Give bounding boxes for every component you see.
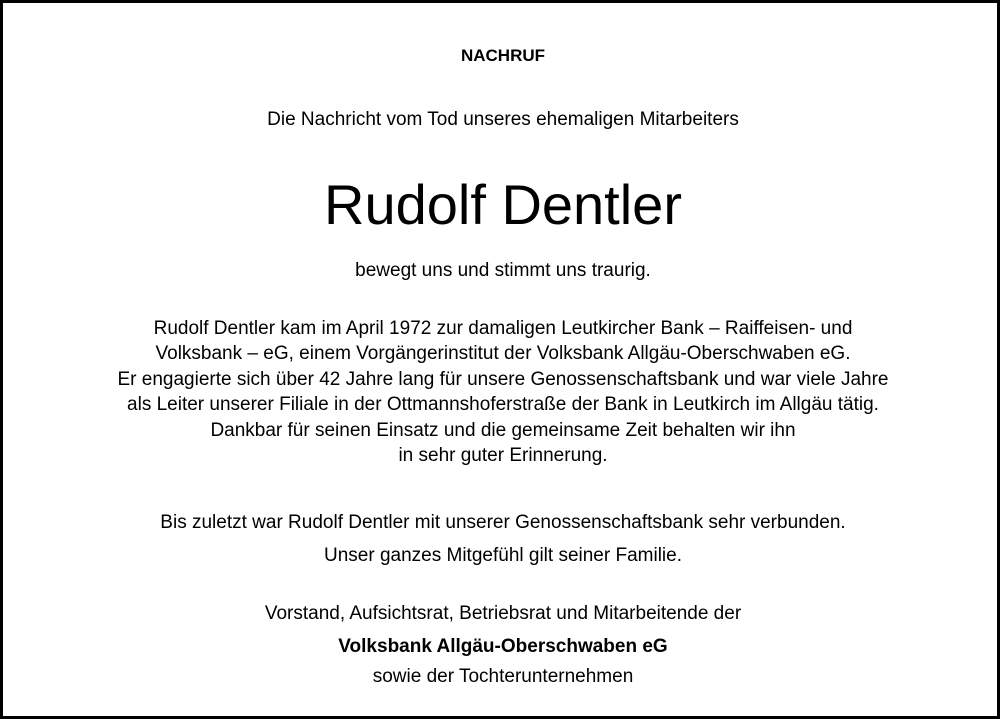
body-line: Volksbank – eG, einem Vorgängerinstitut der Volksbank Allgäu-Oberschwaben eG. (155, 343, 851, 365)
signature-organization: Volksbank Allgäu-Oberschwaben eG (338, 636, 668, 657)
deceased-name: Rudolf Dentler (324, 173, 682, 236)
body-line: in sehr guter Erinnerung. (398, 444, 608, 466)
intro-text: Die Nachricht vom Tod unseres ehemaligen Mitarbeiters (267, 109, 739, 130)
signature-line: Vorstand, Aufsichtsrat, Betriebsrat und Mitarbeitende der (264, 603, 742, 624)
body-line: Dankbar für seinen Einsatz und die gemeinsame Zeit behalten wir ihn (210, 419, 796, 441)
body-line: Er engagierte sich über 42 Jahre lang für unsere Genossenschaftsbank und war viele Jahre (117, 368, 889, 390)
notice-heading: NACHRUF (460, 46, 546, 65)
body-line: als Leiter unserer Filiale in der Ottmannshoferstraße der Bank in Leutkirch im Allgäu tätig. (127, 394, 879, 416)
body-line: Rudolf Dentler kam im April 1972 zur damaligen Leutkircher Bank – Raiffeisen- und (153, 318, 853, 339)
condolence-line: bewegt uns und stimmt uns traurig. (355, 260, 651, 281)
signature-subsidiaries: sowie der Tochterunternehmen (372, 666, 634, 687)
closing-statement: Bis zuletzt war Rudolf Dentler mit unserer Genossenschaftsbank sehr verbunden. (160, 512, 846, 533)
obituary-body (3, 316, 1000, 468)
sympathy-statement: Unser ganzes Mitgefühl gilt seiner Familie. (324, 545, 682, 566)
